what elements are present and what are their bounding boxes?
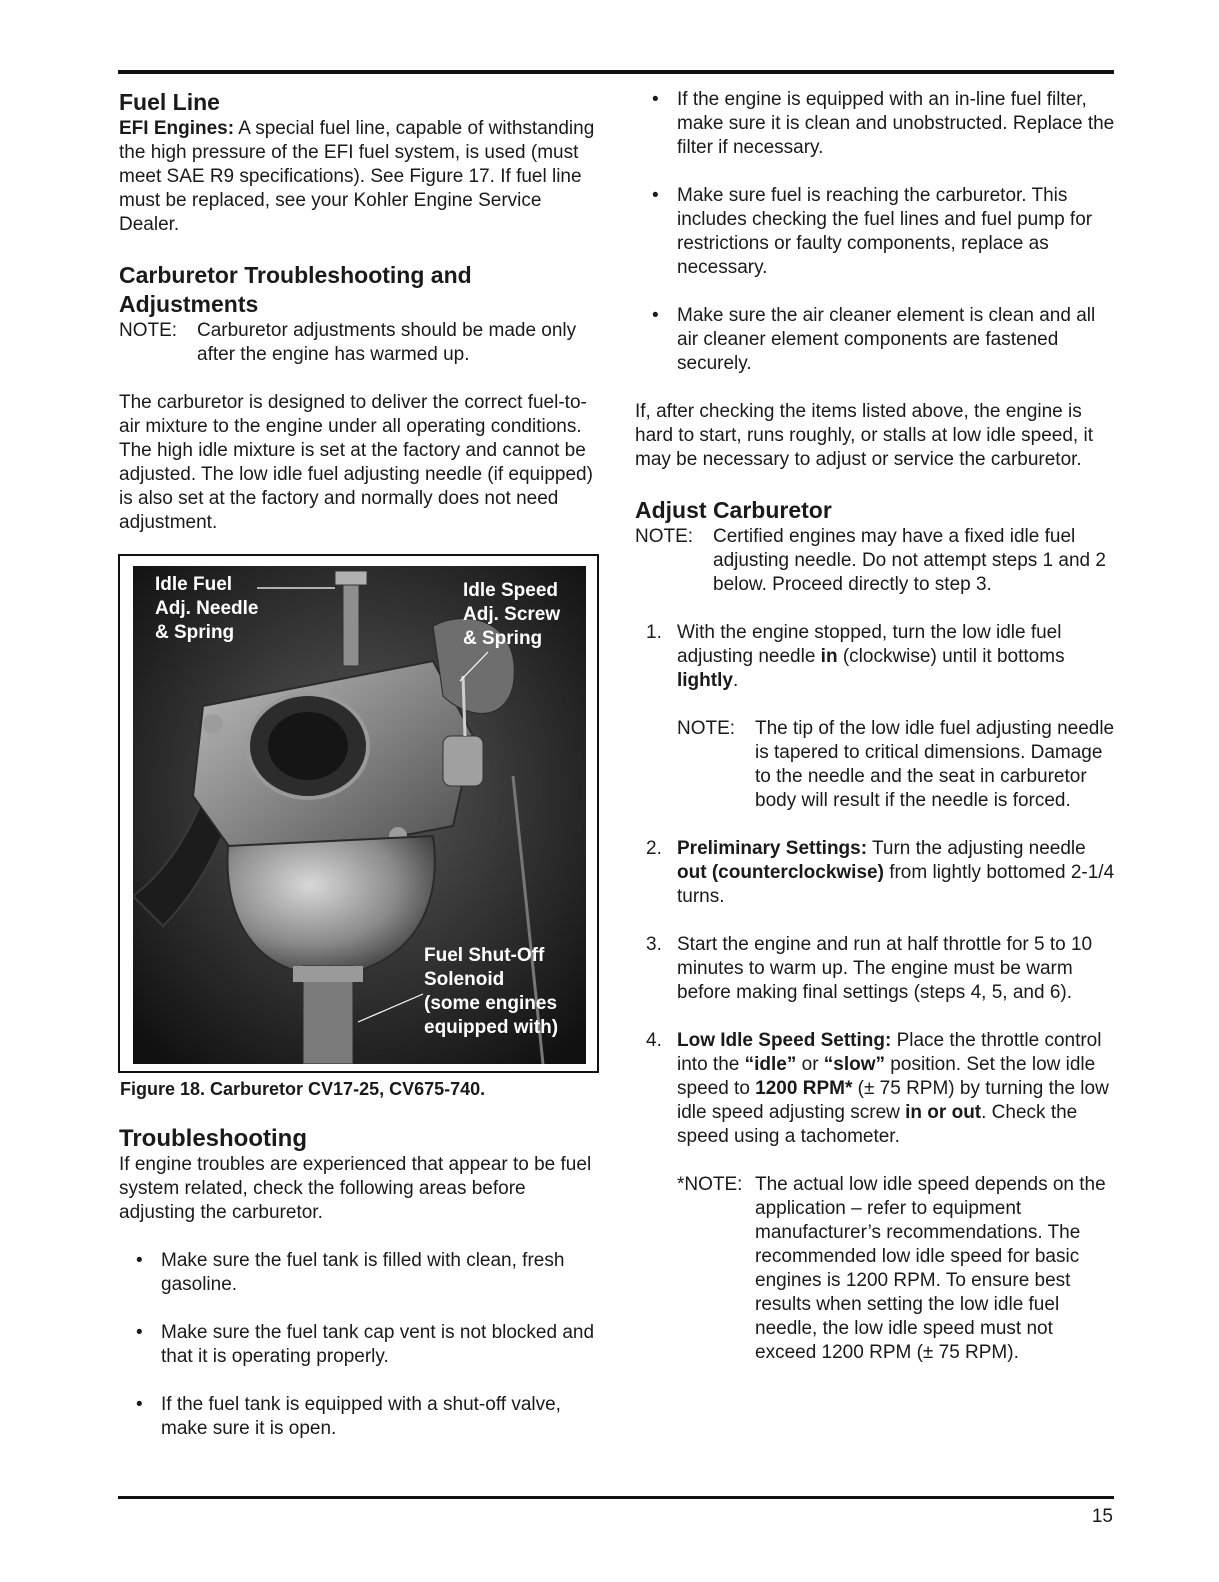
label-idle-fuel-needle: Idle Fuel Adj. Needle & Spring [155, 574, 259, 643]
label-fuel-shutoff-solenoid: Fuel Shut-Off Solenoid (some engines equipped with) [424, 945, 559, 1038]
step-1-note: NOTE: The tip of the low idle fuel adjusting needle is tapered to critical dimensions. Damage to the needle and the seat in carburetor body will result if the needle is forced. [677, 718, 1115, 811]
list-item: • Make sure fuel is reaching the carburetor. This includes checking the fuel lines and fuel pump for restrictions or faulty components, replace as necessary. [652, 185, 1093, 278]
top-rule [118, 70, 1114, 74]
bullet-dot: • [136, 1394, 143, 1415]
right-column [635, 88, 1117, 1389]
list-item: • Make sure the air cleaner element is clean and all air cleaner element components are fastened securely. [652, 305, 1096, 374]
note-text: Certified engines may have a fixed idle fuel adjusting needle. Do not attempt steps 1 and 2 below. Proceed directly to step 3. [713, 526, 1106, 595]
list-item: • Make sure the fuel tank is filled with clean, fresh gasoline. [136, 1250, 565, 1295]
efi-label: EFI Engines: [119, 118, 235, 139]
after-check-paragraph: If, after checking the items listed above, the engine is hard to start, runs roughly, or stalls at low idle speed, it may be necessary to adjust or service the carburetor. [635, 401, 1093, 470]
bullet-dot: • [652, 185, 659, 206]
adjust-steps [635, 621, 1117, 1365]
label-idle-speed-screw: Idle Speed Adj. Screw & Spring [463, 580, 561, 649]
troubleshooting-intro: If engine troubles are experienced that appear to be fuel system related, check the following areas before adjusting the carburetor. [119, 1154, 592, 1223]
adjust-carburetor-heading: Adjust Carburetor [635, 497, 832, 523]
troubleshooting-section [119, 1124, 601, 1465]
carb-note [119, 319, 601, 367]
fuel-check-bullets [635, 88, 1117, 376]
list-item: • Make sure the fuel tank cap vent is not blocked and that it is operating properly. [136, 1322, 595, 1367]
troubleshooting-bullets [119, 1249, 601, 1441]
note-label: NOTE: [119, 320, 178, 341]
carb-paragraph: The carburetor is designed to deliver the correct fuel-to-air mixture to the engine under all operating conditions. The high idle mixture is set at the factory and cannot be adjusted. The low idle fuel adjusting needle (if equipped) is also set at the factory and normally does not need adjustment. [119, 392, 593, 533]
note-text: Carburetor adjustments should be made only after the engine has warmed up. [197, 320, 577, 365]
step-4: 4. Low Idle Speed Setting: Place the throttle control into the “idle” or “slow” position. Set the low idle speed to 1200 RPM* (± 75 RPM) by turning the low idle speed adjusting screw in or out. Check the speed using a tachometer. *NOTE: The actual low idle speed depends on the application – refer to equipment manufacturer’s recommendations. The recommended low idle speed for basic engines is 1200 RPM. To ensure best results when setting the low idle fuel needle, the low idle speed must not exceed 1200 RPM (± 75 RPM). [635, 1029, 1117, 1365]
left-column [119, 88, 601, 535]
carburetor-figure [118, 554, 599, 1073]
fuel-line-heading: Fuel Line [119, 89, 220, 115]
fuel-line-paragraph [119, 117, 601, 237]
figure-caption: Figure 18. Carburetor CV17-25, CV675-740. [120, 1079, 486, 1099]
step-3: 3. Start the engine and run at half throttle for 5 to 10 minutes to warm up. The engine must be warm before making final settings (steps 4, 5, and 6). [646, 934, 1093, 1003]
bullet-dot: • [136, 1250, 143, 1271]
step-1: 1. With the engine stopped, turn the low idle fuel adjusting needle in (clockwise) until it bottoms lightly. NOTE: The tip of the low idle fuel adjusting needle is tapered to critical dimensions. Damage to the needle and the seat in carburetor body will result if the needle is forced. [635, 621, 1117, 813]
list-item: • If the engine is equipped with an in-line fuel filter, make sure it is clean and unobstructed. Replace the filter if necessary. [652, 89, 1115, 158]
bottom-rule [118, 1496, 1114, 1499]
adjust-note [635, 525, 1117, 597]
note-label: NOTE: [635, 526, 694, 547]
bullet-dot: • [652, 89, 659, 110]
step-4-note: *NOTE: The actual low idle speed depends on the application – refer to equipment manufacturer’s recommendations. The recommended low idle speed for basic engines is 1200 RPM. To ensure best results when setting the low idle fuel needle, the low idle speed must not exceed 1200 RPM (± 75 RPM). [677, 1174, 1106, 1363]
efi-text: A special fuel line, capable of withstanding the high pressure of the EFI fuel system, is used (must meet SAE R9 specifications). See Figure 17. If fuel line must be replaced, see your Kohler Engine Service Dealer. [119, 118, 595, 235]
bullet-dot: • [136, 1322, 143, 1343]
page-number: 15 [1091, 1506, 1113, 1527]
troubleshooting-heading: Troubleshooting [119, 1125, 307, 1152]
list-item: • If the fuel tank is equipped with a shut-off valve, make sure it is open. [136, 1394, 561, 1439]
step-2: 2. Preliminary Settings: Turn the adjusting needle out (counterclockwise) from lightly bottomed 2-1/4 turns. [646, 838, 1115, 907]
bullet-dot: • [652, 305, 659, 326]
carb-troubleshooting-heading: Carburetor Troubleshooting and Adjustments [119, 262, 472, 317]
